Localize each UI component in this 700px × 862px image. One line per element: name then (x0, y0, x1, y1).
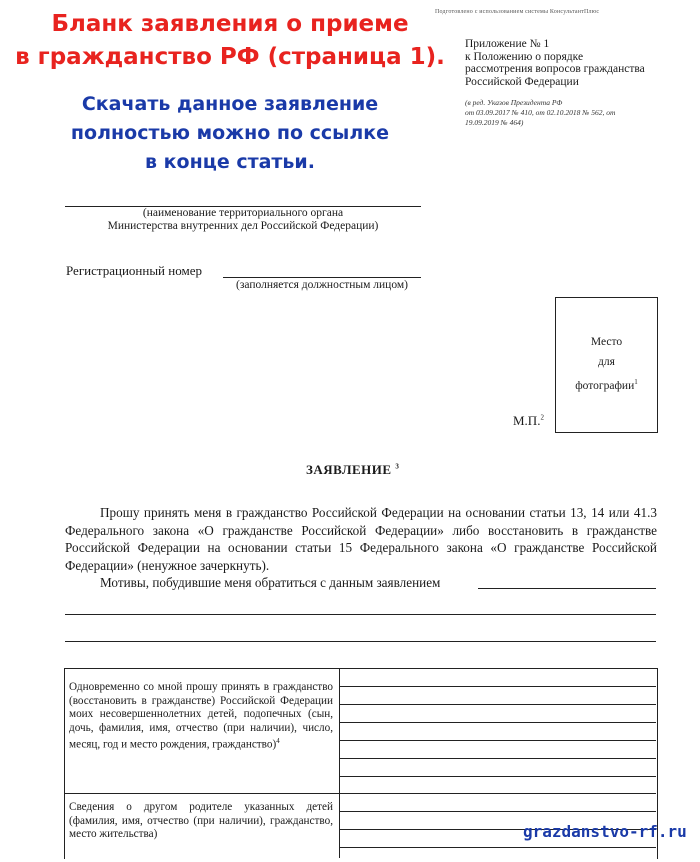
appendix-line-4: Российской Федерации (465, 75, 579, 88)
site-watermark: grazdanstvo-rf.ru (523, 822, 687, 841)
table-row-divider (64, 793, 340, 794)
appendix-note-line-1: (в ред. Указов Президента РФ (465, 98, 563, 107)
reg-number-caption: (заполняется должностным лицом) (236, 279, 408, 291)
appendix-line-2: к Положению о порядке (465, 50, 584, 63)
overlay-subtitle-line-2: полностью можно по ссылке (70, 122, 390, 144)
overlay-title-line-1: Бланк заявления о приеме (51, 11, 409, 37)
overlay-title-line-2: в гражданство РФ (страница 1). (15, 44, 445, 70)
appendix-note-line-3: 19.09.2019 № 464) (465, 118, 524, 127)
appendix-line-1: Приложение № 1 (465, 38, 550, 50)
photo-footnote: 1 (634, 378, 638, 386)
motives-label: Мотивы, побудившие меня обратиться с данным заявлением (100, 575, 441, 590)
photo-label-line-1: Место (590, 336, 623, 348)
document-heading (306, 462, 399, 478)
heading-footnote: 3 (395, 462, 400, 471)
appendix-note-line-2: от 03.09.2017 № 410, от 02.10.2018 № 562, от (465, 108, 616, 117)
photo-label (556, 332, 657, 396)
table-fill-line (340, 740, 656, 741)
reg-number-label: Регистрационный номер (66, 263, 202, 278)
overlay-subtitle-line-3: в конце статьи. (145, 151, 315, 173)
table-row-children-text: Одновременно со мной прошу принять в гражданство (восстановить в гражданстве) Российской Федерации моих несовершеннолетних детей, подопечных (сын, дочь, фамилия, имя, отчество (при наличии), число, месяц, год и место рождения, гражданство) (69, 681, 333, 751)
table-row-parent-label (69, 801, 333, 842)
table-row-children-label (69, 681, 333, 752)
reg-number-line (223, 277, 421, 278)
motives-line-2 (65, 614, 656, 615)
table-fill-line (340, 686, 656, 687)
consultant-note: Подготовлено с использованием системы КонсультантПлюс (435, 9, 600, 15)
table-fill-line (340, 758, 656, 759)
appendix-block (465, 38, 685, 88)
overlay-subtitle-line-1: Скачать данное заявление (81, 93, 379, 115)
table-row-children-footnote: 4 (276, 737, 280, 745)
authority-caption (65, 207, 421, 233)
table-fill-line (340, 722, 656, 723)
photo-label-line-2: для (598, 356, 615, 368)
table-fill-line (340, 811, 656, 812)
table-fill-line (340, 793, 656, 794)
table-fill-line (340, 847, 656, 848)
motives-line-3 (65, 641, 656, 642)
stamp-footnote: 2 (540, 413, 544, 422)
table-fill-line (340, 776, 656, 777)
request-paragraph: Прошу принять меня в гражданство Российской Федерации на основании статьи 13, 14 или 41.3 Федерального закона «О гражданстве Российской Федерации» либо восстановить в гражданстве Российской Федерации на основании статьи 15 Федерального закона «О гражданстве Российской Федерации» (ненужное зачеркнуть). (65, 505, 657, 573)
document-heading-text: ЗАЯВЛЕНИЕ (306, 462, 392, 477)
photo-label-line-3-text: фотографии (575, 379, 635, 392)
table-fill-line (340, 704, 656, 705)
motives-line-1 (478, 588, 656, 589)
photo-label-line-3 (556, 372, 657, 396)
stamp-label: М.П. (513, 413, 541, 428)
authority-caption-line-2: Министерства внутренних дел Российской Федерации) (107, 220, 379, 232)
appendix-line-3: рассмотрения вопросов гражданства (465, 63, 645, 75)
overlay-subtitle (40, 90, 420, 177)
photo-box (555, 297, 658, 433)
overlay-title (10, 8, 450, 74)
authority-caption-line-1: (наименование территориального органа (142, 207, 344, 219)
table-row-parent-text: Сведения о другом родителе указанных детей (фамилия, имя, отчество (при наличии), гражданство, место жительства) (69, 801, 333, 840)
appendix-note (465, 98, 685, 128)
stamp-label-wrap (513, 413, 544, 429)
